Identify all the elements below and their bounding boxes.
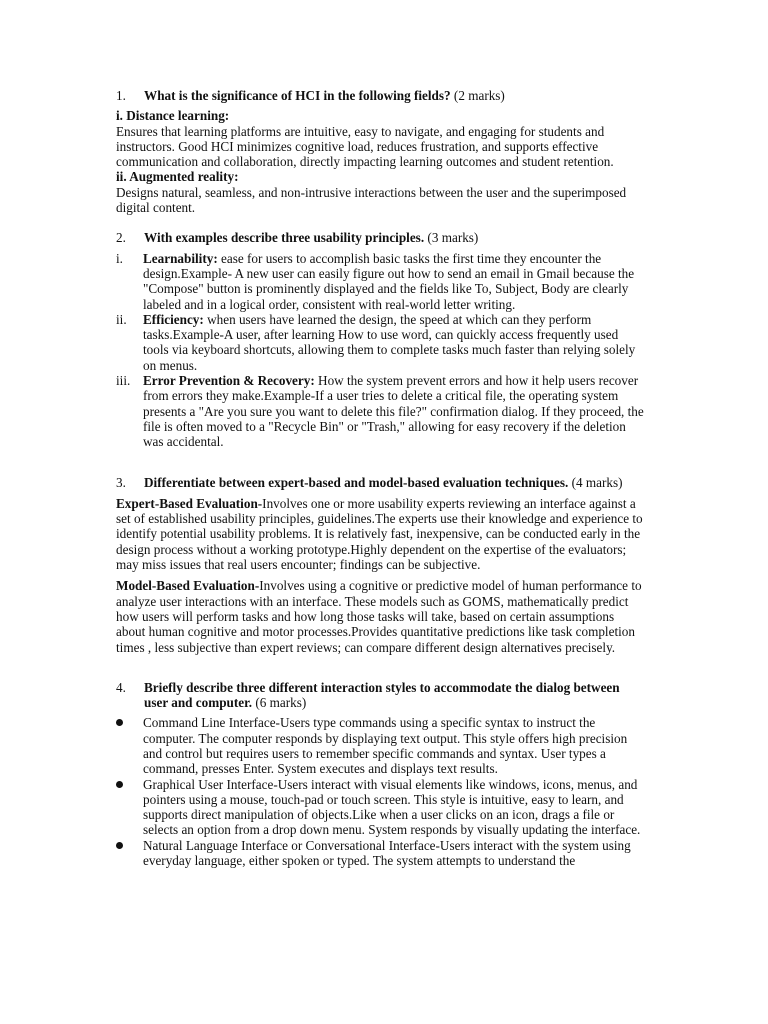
principle-term: Efficiency: [143,311,204,327]
interaction-style-item: Graphical User Interface-Users interact with visual elements like windows, icons, menus, and pointers using a mouse, touch-pad or touch screen. This style is intuitive, easy to learn, and supports direct manipulation of objects.Like when a user clicks on an icon, drags a file or selects an option from a drop down menu. System responds by visually updating the interface. [116,777,646,838]
document-content [116,88,646,868]
question-title: Briefly describe three different interaction styles to accommodate the dialog between user and computer. [144,679,620,711]
principle-term: Error Prevention & Recovery: [143,373,315,389]
interaction-style-item: Command Line Interface-Users type commands using a specific syntax to instruct the computer. The computer responds by displaying text output. This style offers high precision and control but requires users to remember specific commands and syntax. User types a command, presses Enter. System executes and displays text results. [116,715,646,776]
principle-item: iii. Error Prevention & Recovery: How the system prevent errors and how it help users recover from errors they make.Example-If a user tries to delete a critical file, the operating system presents a "Are you sure you want to delete this file?" confirmation dialog. If they proceed, the file is often moved to a "Recycle Bin" or "Trash," allowing for easy recovery if the deletion was accidental. [116,373,644,450]
q1-part-body: Ensures that learning platforms are intuitive, easy to navigate, and engaging for students and instructors. Good HCI minimizes cognitive load, reduces frustration, and supports effective communication and collaboration, directly impacting learning outcomes and student retention. [116,123,614,170]
principle-item: ii. Efficiency: when users have learned the design, the speed at which can they perform tasks.Example-A user, after learning How to use word, can quickly access frequently used tools via keyboard shortcuts, allowing them to complete tasks much faster than relying solely on menus. [116,311,636,373]
question-title: What is the significance of HCI in the following fields? [144,88,451,103]
evaluation-paragraph: Model-Based Evaluation-Involves using a cognitive or predictive model of human performance to analyze user interactions with an interface. These models such as GOMS, mathematically predict how users will perform tasks and how long those tasks will take, based on certain assumptions about human cognitive and motor processes.Provides quantitative predictions like task completion times , less subjective than expert reviews; can compare different design alternatives precisely. [116,578,642,655]
question-marks: (2 marks) [450,88,505,103]
question-number: 3. [116,474,126,490]
question-4 [116,680,646,711]
question-3 [116,475,646,490]
question-title: With examples describe three usability principles. [144,230,425,246]
q1-part-heading: i. Distance learning: [116,108,230,124]
q1-part-body: Designs natural, seamless, and non-intrusive interactions between the user and the superimposed digital content. [116,184,627,216]
principle-item: i. Learnability: ease for users to accomplish basic tasks the first time they encounter the design.Example- A new user can easily figure out how to send an email in Gmail because the "Compose" button is prominently displayed and the fields like To, Subject, Body are clearly labeled and in a logical order, consistent with real-world letter writing. [116,250,635,312]
evaluation-term: Expert-Based Evaluation- [116,495,263,511]
question-marks: (6 marks) [252,695,307,711]
principle-term: Learnability: [143,250,218,266]
interaction-style-item: Natural Language Interface or Conversational Interface-Users interact with the system using everyday language, either spoken or typed. The system attempts to understand the [116,838,646,869]
bullet-icon [116,838,143,869]
q1-part-heading: ii. Augmented reality: [116,169,239,185]
bullet-icon [116,715,143,776]
evaluation-term: Model-Based Evaluation- [116,578,260,594]
question-marks: (3 marks) [424,230,479,246]
question-marks: (4 marks) [568,474,623,490]
question-number: 1. [116,88,126,103]
principle-body: How the system prevent errors and how it help users recover from errors they make.Example-If a user tries to delete a critical file, the operating system presents a "Are you sure you want to delete this file?" confirmation dialog. If they proceed, the file is often moved to a "Recycle Bin" or "Trash," allowing for easy recovery if the deletion was accidental. [143,373,644,450]
evaluation-paragraph: Expert-Based Evaluation-Involves one or more usability experts reviewing an interface against a set of established usability principles, guidelines.The experts use their knowledge and experience to identify potential usability problems. It is relatively fast, inexpensive, can be conducted early in the design process without a working prototype.Highly dependent on the expertise of the evaluators; may miss issues that real users encounter; findings can be subjective. [116,495,643,573]
question-title: Differentiate between expert-based and model-based evaluation techniques. [144,474,569,490]
question-number: 4. [116,679,126,695]
question-number: 2. [116,230,126,246]
question-2 [116,230,646,245]
bullet-icon [116,777,143,838]
principle-body: ease for users to accomplish basic tasks the first time they encounter the design.Example- A new user can easily figure out how to send an email in Gmail because the "Compose" button is prominently displayed and the fields like To, Subject, Body are clearly labeled and in a logical order, consistent with real-world letter writing. [143,250,635,312]
question-1 [116,88,646,103]
principle-body: when users have learned the design, the speed at which can they perform tasks.Example-A user, after learning How to use word, can quickly access frequently used tools via keyboard shortcuts, allowing them to complete tasks much faster than relying solely on menus. [143,311,636,373]
